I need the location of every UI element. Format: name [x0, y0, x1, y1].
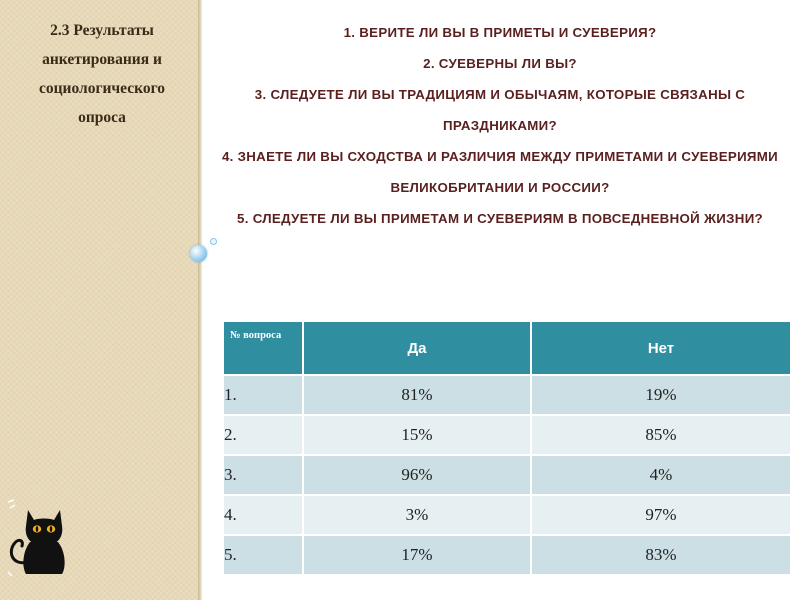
cell-yes: 15% — [303, 415, 531, 455]
cell-yes: 17% — [303, 535, 531, 575]
cell-question-number: 3. — [224, 455, 303, 495]
table-row — [224, 495, 790, 535]
cell-no: 85% — [531, 415, 790, 455]
results-table — [224, 322, 790, 576]
cell-no: 4% — [531, 455, 790, 495]
cell-yes: 3% — [303, 495, 531, 535]
header-no: Нет — [531, 322, 790, 375]
header-question-number: № вопроса — [224, 322, 303, 375]
table-row — [224, 415, 790, 455]
cell-question-number: 5. — [224, 535, 303, 575]
cell-yes: 96% — [303, 455, 531, 495]
section-title: 2.3 Результаты анкетирования и социологического опроса — [38, 22, 166, 126]
question-5: 5. СЛЕДУЕТЕ ЛИ ВЫ ПРИМЕТАМ И СУЕВЕРИЯМ В ПОВСЕДНЕВНОЙ ЖИЗНИ? — [237, 211, 763, 226]
sidebar-panel — [0, 0, 198, 600]
cell-yes: 81% — [303, 375, 531, 415]
cell-no: 83% — [531, 535, 790, 575]
cell-no: 97% — [531, 495, 790, 535]
table-row — [224, 455, 790, 495]
table-header-row — [224, 322, 790, 375]
cell-no: 19% — [531, 375, 790, 415]
table-row — [224, 375, 790, 415]
table-row — [224, 535, 790, 575]
bubble-icon — [190, 245, 207, 262]
cell-question-number: 1. — [224, 375, 303, 415]
black-cat-icon — [6, 496, 78, 578]
cell-question-number: 2. — [224, 415, 303, 455]
header-yes: Да — [303, 322, 531, 375]
question-4: 4. ЗНАЕТЕ ЛИ ВЫ СХОДСТВА И РАЗЛИЧИЯ МЕЖДУ ПРИМЕТАМИ И СУЕВЕРИЯМИ ВЕЛИКОБРИТАНИИ И РОССИИ? — [221, 149, 779, 195]
question-2: 2. СУЕВЕРНЫ ЛИ ВЫ? — [423, 56, 577, 71]
question-1: 1. ВЕРИТЕ ЛИ ВЫ В ПРИМЕТЫ И СУЕВЕРИЯ? — [343, 25, 657, 40]
sidebar-divider — [198, 0, 202, 600]
cell-question-number: 4. — [224, 495, 303, 535]
bubble-small-icon — [210, 238, 217, 245]
question-3: 3. СЛЕДУЕТЕ ЛИ ВЫ ТРАДИЦИЯМ И ОБЫЧАЯМ, КОТОРЫЕ СВЯЗАНЫ С ПРАЗДНИКАМИ? — [254, 87, 746, 133]
questions-list — [220, 17, 780, 234]
